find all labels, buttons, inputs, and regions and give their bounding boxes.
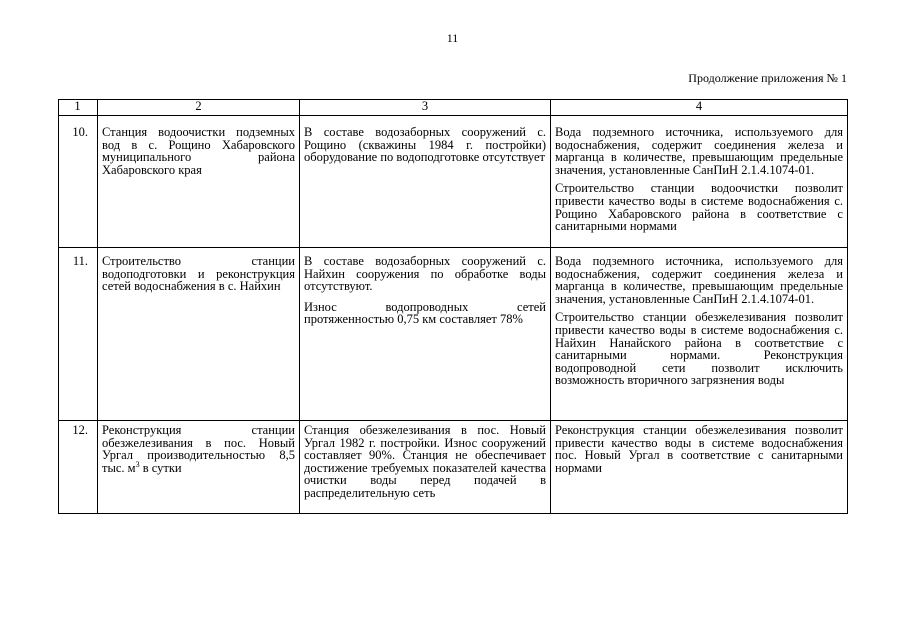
cubic-superscript: 3 — [135, 459, 140, 469]
effect-paragraph: Вода подземного источника, используемого для водоснабжения, содержит соединения железа и марганца в количестве, превышающим предельные значения, установленные СанПиН 2.1.4.1074-01. — [555, 125, 843, 177]
effect-cell — [555, 126, 843, 233]
column-header-1: 1 — [74, 99, 81, 113]
current-state-paragraph: В составе водозаборных сооружений с. Найхин сооружения по обработке воды отсутствуют. — [304, 254, 546, 294]
effect-paragraph: Строительство станции обезжелезивания позволит привести качество воды в системе водоснабжения с. Найхин Нанайского района в соответствие с санитарными нормами. Реконструкция водопроводной сети позволит исключить возможность вторичного загрязнения воды — [555, 310, 843, 388]
row-number: 12. — [72, 423, 88, 437]
page-number: 11 — [446, 31, 459, 45]
current-state-cell: В составе водозаборных сооружений с. Рощино (скважины 1984 г. постройки) оборудование по водоподготовке отсутствует — [304, 125, 546, 165]
project-text-tail: в сутки — [139, 460, 182, 475]
current-state-cell — [304, 255, 546, 326]
effect-paragraph: Вода подземного источника, используемого для водоснабжения, содержит соединения железа и марганца в количестве, превышающим предельные значения, установленные СанПиН 2.1.4.1074-01. — [555, 254, 843, 306]
project-cell: Станция водоочистки подземных вод в с. Рощино Хабаровского муниципального района Хабаровского края — [102, 125, 295, 177]
project-cell: Строительство станции водоподготовки и реконструкция сетей водоснабжения в с. Найхин — [102, 254, 295, 294]
column-header-2: 2 — [195, 99, 202, 113]
effect-cell: Реконструкция станции обезжелезивания позволит привести качество воды в системе водоснабжения пос. Новый Ургал в соответствие с санитарными нормами — [555, 423, 843, 475]
column-header-4: 4 — [695, 99, 703, 113]
effect-cell — [555, 255, 843, 387]
row-number: 10. — [72, 125, 88, 139]
current-state-cell: Станция обезжелезивания в пос. Новый Ургал 1982 г. постройки. Износ сооружений составляет 90%. Станция не обеспечивает достижение требуемых показателей качества очистки воды перед подачей в распределительную сеть — [304, 423, 546, 500]
column-header-3: 3 — [421, 99, 429, 113]
appendix-continuation-note: Продолжение приложения № 1 — [688, 71, 847, 85]
effect-paragraph: Строительство станции водоочистки позволит привести качество воды в системе водоснабжения с. Рощино Хабаровского района в соответствие с санитарными нормами — [555, 181, 843, 234]
row-number: 11. — [72, 254, 88, 268]
project-text: Реконструкция станции обезжелезивания в пос. Новый Ургал производительностью 8,5 тыс. м — [102, 423, 295, 475]
current-state-paragraph: Износ водопроводных сетей протяженностью 0,75 км составляет 78% — [304, 299, 546, 327]
project-cell — [102, 424, 295, 474]
